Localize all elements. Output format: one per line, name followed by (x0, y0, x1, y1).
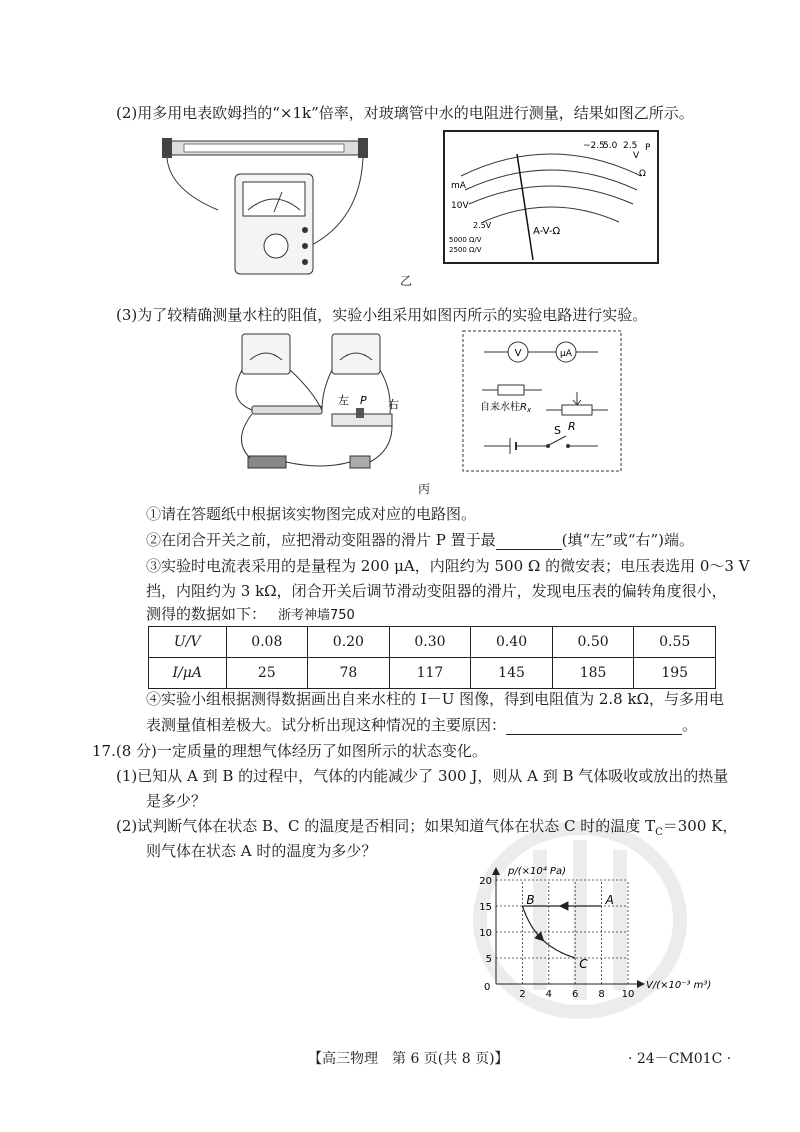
water-resistor-label (480, 400, 532, 414)
table-row-label: I/μA (149, 658, 227, 689)
q4-answer-blank[interactable] (506, 718, 682, 735)
watermark-text: 浙考神墙750 (278, 608, 355, 623)
q4-line1: ④实验小组根据测得数据画出自来水柱的 I－U 图像，得到电阻值为 2.8 kΩ，与多用电 (146, 690, 725, 708)
origin-label: 0 (484, 982, 491, 993)
scale-label-2p5v: 2.5V (473, 221, 492, 230)
rx-symbol: R (520, 402, 527, 413)
water-column-tube (252, 406, 322, 414)
table-cell: 0.30 (389, 627, 471, 658)
q17-p2-text: (2)试判断气体在状态 B、C 的温度是否相同；如果知道气体在状态 C 时的温度 T (116, 817, 656, 835)
table-row-label: U/V (149, 627, 227, 658)
figure-label-yi: 乙 (400, 274, 413, 288)
rx-subscript: x (526, 406, 532, 414)
battery-device (248, 456, 286, 468)
pv-chart (470, 858, 720, 1003)
ammeter-label: μA (560, 349, 572, 359)
x-tick-label: 10 (621, 989, 635, 1000)
voltmeter-label: V (514, 348, 522, 359)
table-cell: 117 (389, 658, 471, 689)
rheostat-p-label: P (360, 394, 367, 407)
table-cell: 25 (226, 658, 308, 689)
q17-stem: 17.(8 分)一定质量的理想气体经历了如图所示的状态变化。 (92, 742, 487, 760)
q2-answer-blank[interactable] (496, 533, 562, 550)
test-lead-right (310, 158, 363, 246)
scale-label-v: V (633, 151, 640, 161)
q3-line3-text: 测得的数据如下： (146, 605, 267, 623)
y-tick-label: 10 (479, 928, 492, 939)
part3-text: (3)为了较精确测量水柱的阻值，实验小组采用如图丙所示的实验电路进行实验。 (116, 306, 648, 324)
x-tick-label: 8 (598, 989, 605, 1000)
table-row (149, 627, 716, 658)
scale-label-2p5: 2.5 (623, 141, 638, 151)
table-cell: 185 (552, 658, 634, 689)
y-tick-label: 20 (479, 876, 492, 887)
y-tick-label: 15 (479, 902, 492, 913)
footer-page-info: 【高三物理 第 6 页(共 8 页)】 (308, 1051, 509, 1067)
arrow-b-to-c (540, 938, 543, 941)
table-cell: 0.50 (552, 627, 634, 658)
data-table (148, 626, 716, 689)
q17-p1-line1: (1)已知从 A 到 B 的过程中，气体的内能减少了 300 J，则从 A 到 B 气体吸收或放出的热量 (116, 767, 729, 785)
scale-label-ohm: Ω (639, 169, 646, 179)
table-cell: 78 (308, 658, 390, 689)
multimeter-apparatus-figure (150, 128, 380, 278)
physical-setup-figure (222, 330, 422, 480)
table-cell: 0.55 (634, 627, 716, 658)
rheostat-label: R (568, 420, 576, 433)
microammeter-device (332, 334, 380, 374)
q17-p2-after: ＝300 K， (662, 817, 738, 835)
q2-text-b: (填“左”或“右”)端。 (561, 531, 695, 549)
rheostat-left-label: 左 (338, 394, 349, 407)
table-cell: 195 (634, 658, 716, 689)
q17-p1-line2: 是多少？ (146, 792, 207, 810)
selector-knob (264, 234, 288, 258)
tube-electrode-left (162, 138, 172, 158)
q17-p2-subscript: C (655, 827, 663, 838)
test-lead-left (167, 158, 218, 210)
figure-label-bing: 丙 (418, 482, 431, 496)
scale-label-5: 5.0 (603, 141, 618, 151)
q4-line2-text: 表测量值相差极大。试分析出现这种情况的主要原因： (146, 716, 507, 734)
q4-end-mark: 。 (682, 716, 698, 734)
q3-line3 (146, 604, 355, 626)
table-cell: 0.20 (308, 627, 390, 658)
y-axis-label: p/(×10⁴ Pa) (508, 866, 566, 877)
x-tick-label: 2 (519, 989, 526, 1000)
q17-p2-line2: 则气体在状态 A 时的温度为多少？ (146, 842, 377, 860)
scale-label-2500: 2500 Ω/V (449, 246, 482, 254)
x-axis-label: V/(×10⁻³ m³) (646, 980, 712, 991)
scale-label-avo: A-V-Ω (533, 226, 561, 237)
x-tick-label: 6 (572, 989, 579, 1000)
table-cell: 145 (471, 658, 553, 689)
part2-text: (2)用多用电表欧姆挡的“×1k”倍率，对玻璃管中水的电阻进行测量，结果如图乙所示。 (116, 104, 694, 122)
tube-electrode-right (358, 138, 368, 158)
scale-label-5000: 5000 Ω/V (449, 236, 482, 244)
q3-line2: 挡，内阻约为 3 kΩ，闭合开关后调节滑动变阻器的滑片，发现电压表的偏转角度很小， (146, 582, 727, 600)
scale-label-p: P (645, 143, 651, 153)
rheostat-slider (356, 408, 364, 418)
table-row (149, 658, 716, 689)
q2-text-a: ②在闭合开关之前，应把滑动变阻器的滑片 P 置于最 (146, 531, 496, 549)
point-label-b: B (526, 893, 535, 907)
switch-device (350, 456, 370, 468)
rheostat-symbol (562, 405, 592, 415)
scale-label-10v: 10V (451, 201, 469, 211)
y-tick-label: 5 (485, 954, 492, 965)
water-resistor-name: 自来水柱 (480, 402, 520, 413)
x-tick-label: 4 (545, 989, 552, 1000)
voltmeter-device (242, 334, 290, 374)
meter-dial-figure (443, 130, 659, 264)
q1-text: ①请在答题纸中根据该实物图完成对应的电路图。 (146, 505, 477, 523)
switch-label: S (554, 424, 561, 437)
table-cell: 0.08 (226, 627, 308, 658)
q3-line1: ③实验时电流表采用的是量程为 200 μA，内阻约为 500 Ω 的微安表；电压表选用 0～3 V (146, 557, 750, 575)
circuit-elements-figure (462, 330, 622, 472)
scale-label-ma: mA (451, 181, 466, 191)
table-cell: 0.40 (471, 627, 553, 658)
point-label-a: A (605, 893, 614, 907)
q2-line (146, 530, 694, 550)
rheostat-right-label: 右 (388, 398, 399, 411)
scale-label-ac: ~2.5 (583, 141, 605, 151)
q4-line2 (146, 715, 697, 735)
footer-code: · 24－CM01C · (628, 1051, 732, 1067)
point-label-c: C (579, 957, 588, 971)
water-resistor-symbol (498, 385, 524, 395)
